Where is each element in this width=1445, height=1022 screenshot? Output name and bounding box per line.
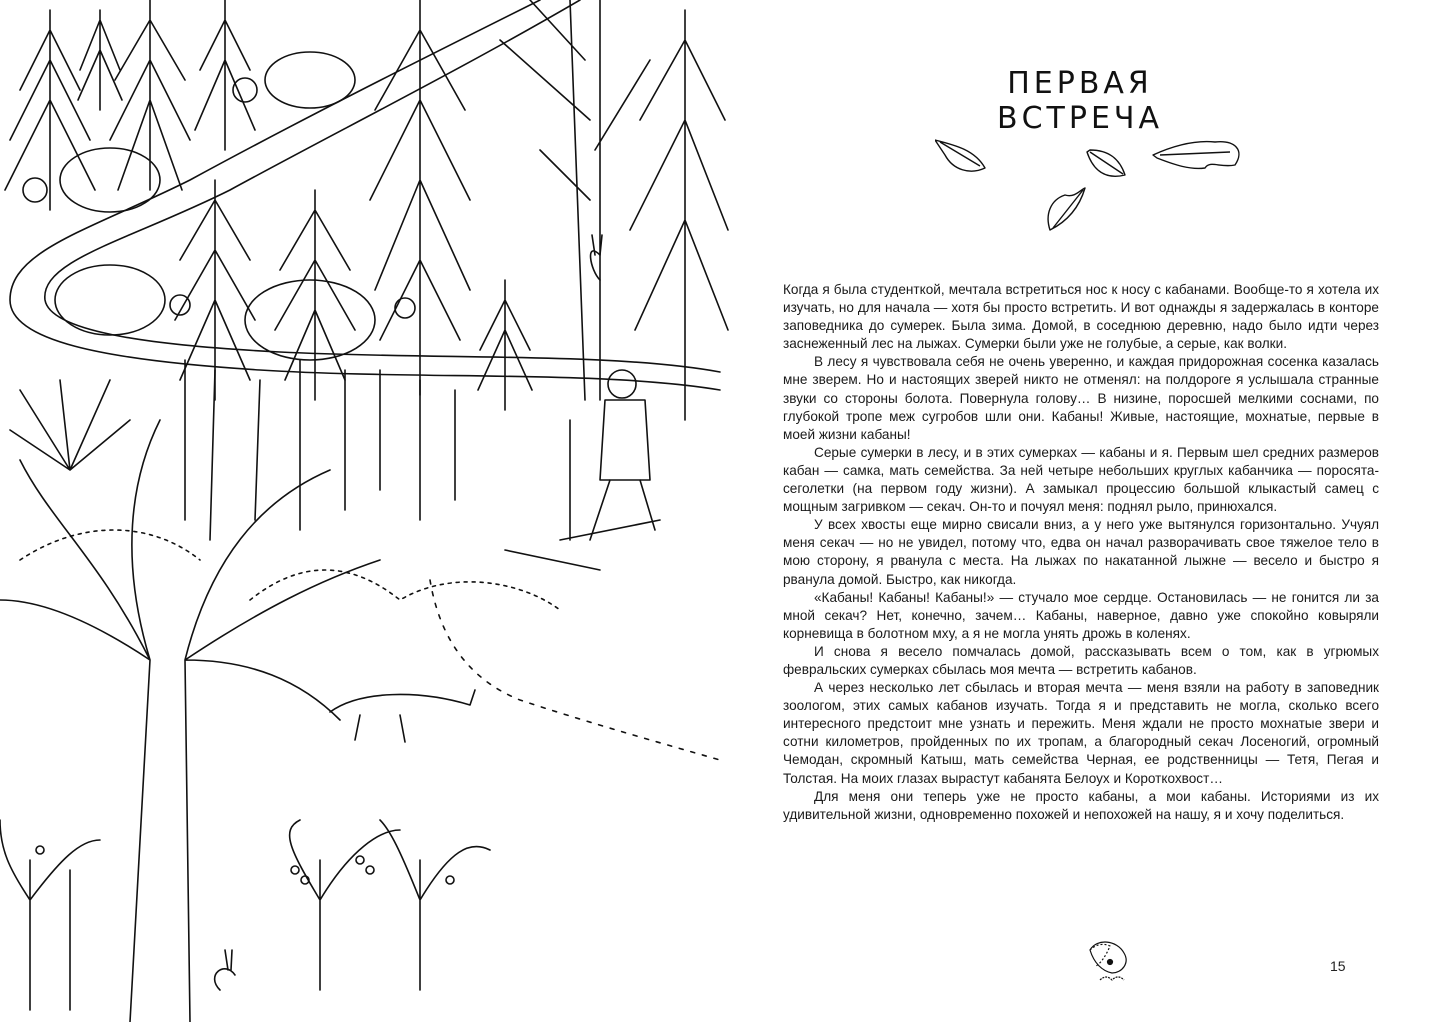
- acorn-icon: [1082, 938, 1142, 988]
- reeds: [185, 360, 455, 540]
- falling-leaves-decoration: [935, 130, 1265, 240]
- bare-tree: [0, 420, 380, 1022]
- hare-figure-bottom: [215, 950, 235, 990]
- paragraph: А через несколько лет сбылась и вторая мечта — меня взяли на работу в заповедник зоологом, этих самых кабанов изучать. Тогда я и представить не могла, сколько всего интересного предстоит мне узнать и пережить. Меня ждали не просто мохнатые звери и сотни километров, пройденных по их тропам, а благородный секач Лосеногий, огромный Чемодан, скромный Катыш, мать семейства Черная, ее родственницы — Тетя, Пегая и Толстая. На моих глазах вырастут кабанята Белоух и Короткохвост…: [783, 680, 1379, 786]
- leaf-icon: [1048, 188, 1085, 230]
- chapter-body-text: [783, 281, 1379, 824]
- page-number: 15: [1330, 958, 1346, 974]
- paragraph: «Кабаны! Кабаны! Кабаны!» — стучало мое сердце. Остановилась — не гонится ли за мной секач? Нет, конечно, зачем… Кабаны, наверное, давно уже спокойно ковыряли корневища в болотном мху, а я не могла унять дрожь в коленях.: [783, 589, 1379, 641]
- leaf-icon: [935, 140, 985, 171]
- birch-tree: [500, 0, 650, 400]
- paragraph: Серые сумерки в лесу, и в этих сумерках — кабаны и я. Первым шел средних размеров кабан — самка, мать семейства. За ней четыре небольших круглых кабанчика — поросята-сеголетки (на первом году жизни). А замыкал процессию большой клыкастый самец с мощным загривком — секач. Он-то и почуял меня: поднял рыло, принюхался.: [783, 444, 1379, 515]
- oak-leaf-icon: [1153, 142, 1239, 169]
- paragraph: У всех хвосты еще мирно свисали вниз, а у него уже вытянулся горизонтально. Учуял меня секач — но не увидел, потому что, едва он начал разворачивать свое тяжелое тело в мою сторону, я рванула с места. На лыжах по накатанной лыжне — весело и быстро я рванула домой. Быстро, как никогда.: [783, 517, 1379, 587]
- leaf-icon: [1087, 150, 1125, 176]
- rowan-bushes: [0, 820, 490, 1010]
- right-page: [730, 0, 1445, 1022]
- chapter-title: ПЕРВАЯ ВСТРЕЧА: [997, 66, 1163, 136]
- spruce-trees: [5, 0, 728, 420]
- fox-figure: [330, 690, 475, 742]
- paragraph: Когда я была студенткой, мечтала встретиться нос к носу с кабанами. Вообще-то я хотела их изучать, но для начала — хотя бы просто встретить. И вот однажды я задержалась в конторе заповедника до сумерек. Была зима. Домой, в соседнюю деревню, надо было идти через заснеженный лес на лыжах. Сумерки были уже не голубые, а серые, как волки.: [783, 282, 1379, 352]
- paragraph: Для меня они теперь уже не просто кабаны, а мои кабаны. Историями из их удивительной жизни, одновременно похожей и непохожей на нашу, я и хочу поделиться.: [783, 788, 1379, 822]
- paragraph: В лесу я чувствовала себя не очень уверенно, и каждая придорожная сосенка казалась мне зверем. Но и настоящих зверей никто не отменял: на полдороге я услышала странные звуки со стороны болота. Повернула голову… В низине, поросшей мелкими соснами, по глубокой тропе меж сугробов шли они. Кабаны! Живые, настоящие, мохнатые, первые в моей жизни кабаны!: [783, 354, 1379, 442]
- paragraph: И снова я весело помчалась домой, рассказывать всем о том, как в угрюмых февральских сумерках сбылась моя мечта — встретить кабанов.: [783, 643, 1379, 677]
- skier-figure: [505, 370, 660, 570]
